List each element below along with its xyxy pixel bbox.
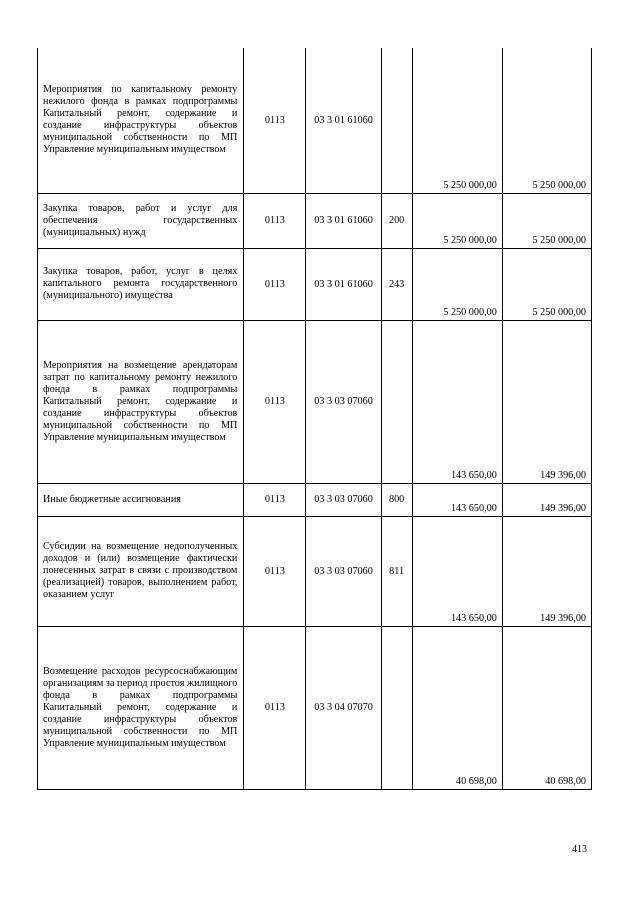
amount-year-2-cell xyxy=(502,48,591,193)
page-number: 413 xyxy=(572,844,587,855)
section-code: 0113 xyxy=(244,626,306,789)
table-row xyxy=(38,483,592,516)
row-name-cell xyxy=(38,516,244,626)
row-name-cell xyxy=(38,320,244,483)
amount-year-2-cell xyxy=(502,193,591,248)
amount-year-1: 5 250 000,00 xyxy=(443,234,497,246)
table-row xyxy=(38,193,592,248)
row-name: Мероприятия по капитальному ремонту нежилого фонда в рамках подпрограммы Капитальный ремонт, содержание и создание инфраструктуры объектов муниципальной собственности по МП Управление муниципальным имуществом xyxy=(43,84,238,156)
amount-year-1: 5 250 000,00 xyxy=(443,306,497,318)
amount-year-2: 5 250 000,00 xyxy=(532,179,586,191)
row-name-cell xyxy=(38,626,244,789)
amount-year-1: 143 650,00 xyxy=(450,612,497,624)
expense-type-code: 800 xyxy=(381,483,412,516)
amount-year-2: 40 698,00 xyxy=(545,775,586,787)
amount-year-2-cell xyxy=(502,516,591,626)
section-code: 0113 xyxy=(244,320,306,483)
row-name-cell xyxy=(38,248,244,320)
expense-type-code: 811 xyxy=(381,516,412,626)
amount-year-1: 143 650,00 xyxy=(450,469,497,481)
target-article-code: 03 3 01 61060 xyxy=(306,193,381,248)
amount-year-2: 149 396,00 xyxy=(540,502,586,514)
row-name-cell xyxy=(38,483,244,516)
amount-year-2: 5 250 000,00 xyxy=(532,234,586,246)
expense-type-code xyxy=(381,626,412,789)
section-code: 0113 xyxy=(244,516,306,626)
table-row xyxy=(38,516,592,626)
amount-year-1-cell xyxy=(412,483,502,516)
amount-year-1-cell xyxy=(412,248,502,320)
row-name: Закупка товаров, работ и услуг для обеспечения государственных (муниципальных) нужд xyxy=(43,202,238,238)
amount-year-1-cell xyxy=(412,626,502,789)
expense-type-code: 243 xyxy=(381,248,412,320)
amount-year-1-cell xyxy=(412,320,502,483)
amount-year-1: 5 250 000,00 xyxy=(443,179,497,191)
amount-year-2-cell xyxy=(502,248,591,320)
budget-table xyxy=(37,48,592,790)
expense-type-code xyxy=(381,48,412,193)
amount-year-2-cell xyxy=(502,626,591,789)
section-code: 0113 xyxy=(244,193,306,248)
target-article-code: 03 3 03 07060 xyxy=(306,516,381,626)
row-name: Мероприятия на возмещение арендаторам затрат по капитальному ремонту нежилого фонда в рамках подпрограммы Капитальный ремонт, содержание и создание инфраструктуры объектов муниципальной собственности по МП Управление муниципальным имуществом xyxy=(43,359,238,443)
amount-year-1-cell xyxy=(412,48,502,193)
row-name-cell xyxy=(38,193,244,248)
amount-year-2: 149 396,00 xyxy=(540,469,586,481)
table-row xyxy=(38,248,592,320)
row-name: Закупка товаров, работ, услуг в целях капитального ремонта государственного (муниципального) имущества xyxy=(43,266,238,301)
row-name-cell xyxy=(38,48,244,193)
amount-year-2-cell xyxy=(502,483,591,516)
amount-year-2-cell xyxy=(502,320,591,483)
table-row xyxy=(38,48,592,193)
target-article-code: 03 3 04 07070 xyxy=(306,626,381,789)
section-code: 0113 xyxy=(244,483,306,516)
target-article-code: 03 3 03 07060 xyxy=(306,320,381,483)
expense-type-code: 200 xyxy=(381,193,412,248)
row-name: Субсидии на возмещение недополученных доходов и (или) возмещение фактически понесенных затрат в связи с производством (реализацией) товаров, выполнением работ, оказанием услуг xyxy=(43,541,238,600)
table-row xyxy=(38,320,592,483)
row-name: Возмещение расходов ресурсоснабжающим организациям за период простоя жилищного фонда в рамках подпрограммы Капитальный ремонт, содержание и создание инфраструктуры объектов муниципальной собственности по МП Управление муниципальным имуществом xyxy=(43,665,238,749)
amount-year-1-cell xyxy=(412,193,502,248)
section-code: 0113 xyxy=(244,48,306,193)
amount-year-2: 5 250 000,00 xyxy=(532,306,586,318)
row-name: Иные бюджетные ассигнования xyxy=(43,493,181,505)
table-row xyxy=(38,626,592,789)
amount-year-1: 143 650,00 xyxy=(450,502,497,514)
amount-year-1-cell xyxy=(412,516,502,626)
expense-type-code xyxy=(381,320,412,483)
target-article-code: 03 3 03 07060 xyxy=(306,483,381,516)
target-article-code: 03 3 01 61060 xyxy=(306,248,381,320)
amount-year-2: 149 396,00 xyxy=(540,612,586,624)
amount-year-1: 40 698,00 xyxy=(456,775,497,787)
section-code: 0113 xyxy=(244,248,306,320)
target-article-code: 03 3 01 61060 xyxy=(306,48,381,193)
